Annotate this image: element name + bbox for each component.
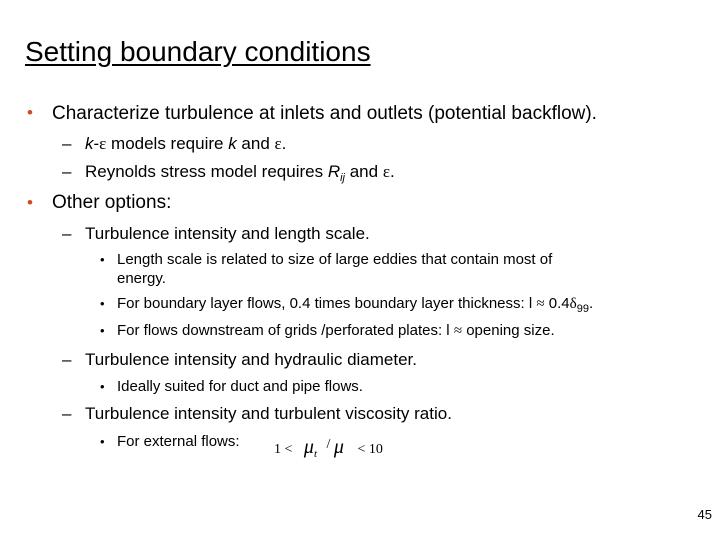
page-number: 45 bbox=[697, 507, 712, 522]
point-boundary-layer: For boundary layer flows, 0.4 times boundary layer thickness: $l \approx 0.4\delta_{99}$. bbox=[117, 295, 594, 315]
dot-marker: • bbox=[100, 252, 105, 267]
subbullet-k-epsilon: k-ε models require k and ε. bbox=[85, 134, 287, 153]
dash-marker: – bbox=[62, 350, 72, 369]
subbullet-hydraulic-diameter: Turbulence intensity and hydraulic diameter. bbox=[85, 350, 417, 369]
bullet-marker: • bbox=[27, 103, 33, 122]
dash-marker: – bbox=[62, 134, 72, 153]
bullet-characterize-turbulence: Characterize turbulence at inlets and outlets (potential backflow). bbox=[52, 103, 597, 124]
point-length-scale-eddies: Length scale is related to size of large eddies that contain most of energy. bbox=[117, 251, 553, 287]
slide-title: Setting boundary conditions bbox=[25, 36, 371, 67]
point-duct-pipe: Ideally suited for duct and pipe flows. bbox=[117, 378, 363, 395]
subbullet-viscosity-ratio: Turbulence intensity and turbulent viscosity ratio. bbox=[85, 404, 452, 423]
subbullet-length-scale: Turbulence intensity and length scale. bbox=[85, 224, 370, 243]
dot-marker: • bbox=[100, 323, 105, 338]
point-grids-plates: For flows downstream of grids /perforated plates: l ≈ opening size. bbox=[117, 322, 555, 339]
bullet-other-options: Other options: bbox=[52, 192, 172, 213]
dot-marker: • bbox=[100, 434, 105, 449]
point-external-flows: For external flows: bbox=[117, 433, 240, 450]
viscosity-ratio-formula: $1 < \mu_t / \mu < 10$ bbox=[274, 436, 383, 460]
dash-marker: – bbox=[62, 224, 72, 243]
dot-marker: • bbox=[100, 296, 105, 311]
subbullet-reynolds-stress: Reynolds stress model requires $R_{ij}$ and ε. bbox=[85, 162, 395, 184]
dot-marker: • bbox=[100, 379, 105, 394]
bullet-marker: • bbox=[27, 193, 33, 212]
dash-marker: – bbox=[62, 162, 72, 181]
dash-marker: – bbox=[62, 404, 72, 423]
